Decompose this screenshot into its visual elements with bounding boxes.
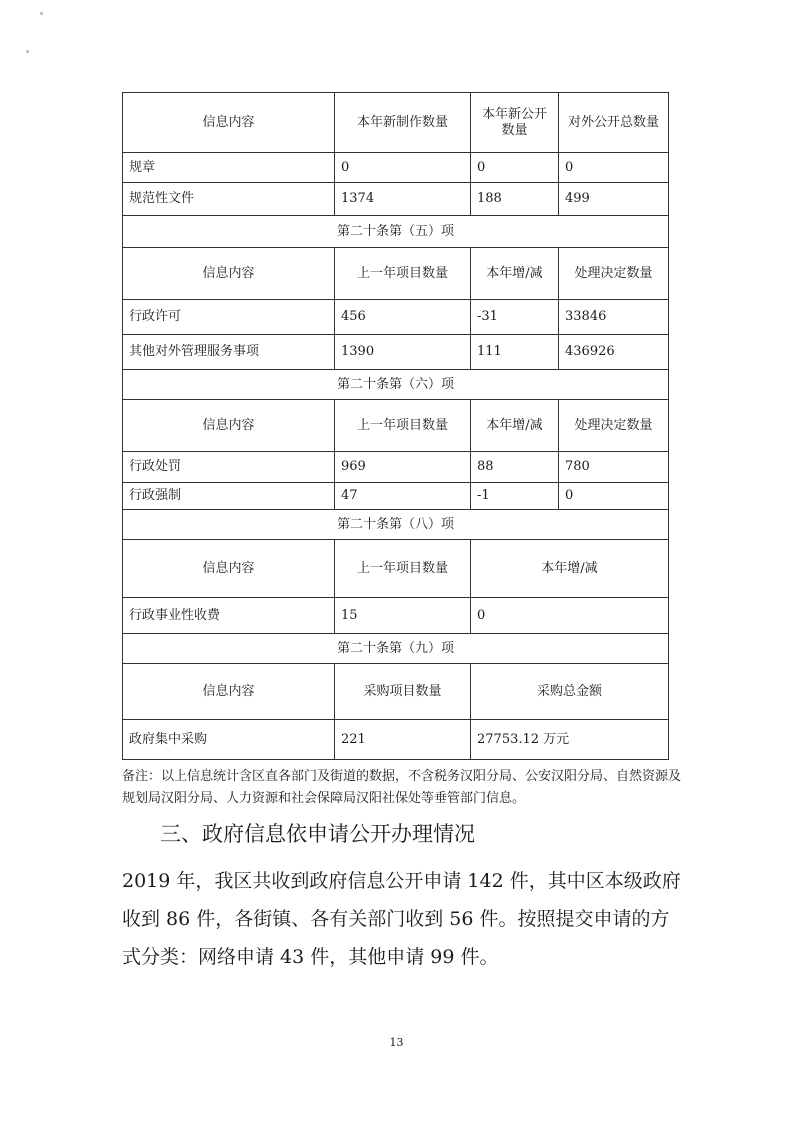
- row-label: 规范性文件: [123, 183, 335, 216]
- section-title: 第二十条第（八）项: [123, 510, 669, 540]
- header-cell: 信息内容: [123, 664, 335, 720]
- cell-value: 88: [471, 452, 559, 483]
- page-number: 13: [389, 1036, 404, 1049]
- header-cell: 采购项目数量: [335, 664, 471, 720]
- header-cell: 处理决定数量: [559, 400, 669, 452]
- table-row: [123, 720, 669, 760]
- table-header-row: [123, 93, 669, 153]
- header-cell: 信息内容: [123, 93, 335, 153]
- cell-value: 111: [471, 335, 559, 370]
- section-title-row: [123, 634, 669, 664]
- cell-value: -31: [471, 300, 559, 335]
- cell-value: 969: [335, 452, 471, 483]
- row-label: 行政事业性收费: [123, 598, 335, 634]
- cell-value: 0: [335, 153, 471, 183]
- cell-value: 456: [335, 300, 471, 335]
- section-title-row: [123, 216, 669, 248]
- section-title: 第二十条第（六）项: [123, 370, 669, 400]
- scan-speck: [40, 12, 43, 15]
- header-cell: 信息内容: [123, 248, 335, 300]
- body-paragraph: 2019 年，我区共收到政府信息公开申请 142 件，其中区本级政府收到 86 件，各街镇、各有关部门收到 56 件。按照提交申请的方式分类：网络申请 43 件，其他申请 99 件。: [122, 870, 681, 968]
- table-row: [123, 483, 669, 510]
- header-cell: 信息内容: [123, 400, 335, 452]
- cell-value: 33846: [559, 300, 669, 335]
- cell-value: 0: [471, 153, 559, 183]
- row-label: 行政强制: [123, 483, 335, 510]
- header-cell: 本年增/减: [471, 248, 559, 300]
- header-cell: 处理决定数量: [559, 248, 669, 300]
- cell-value: 221: [335, 720, 471, 760]
- cell-value: 15: [335, 598, 471, 634]
- cell-value: 780: [559, 452, 669, 483]
- header-cell: 本年新公开数量: [471, 93, 559, 153]
- cell-value: 1390: [335, 335, 471, 370]
- row-label: 政府集中采购: [123, 720, 335, 760]
- row-label: 行政许可: [123, 300, 335, 335]
- section-heading: 三、政府信息依申请公开办理情况: [160, 822, 475, 846]
- header-cell: 采购总金额: [471, 664, 669, 720]
- cell-value: -1: [471, 483, 559, 510]
- cell-value: 0: [471, 598, 669, 634]
- table-footnote: 备注：以上信息统计含区直各部门及街道的数据，不含税务汉阳分局、公安汉阳分局、自然资源及规划局汉阳分局、人力资源和社会保障局汉阳社保处等垂管部门信息。: [122, 769, 682, 806]
- header-cell: 上一年项目数量: [335, 400, 471, 452]
- row-label: 其他对外管理服务事项: [123, 335, 335, 370]
- cell-value: 188: [471, 183, 559, 216]
- section-title: 第二十条第（九）项: [123, 634, 669, 664]
- table-row: [123, 153, 669, 183]
- scan-speck: [26, 50, 29, 53]
- header-cell: 本年新制作数量: [335, 93, 471, 153]
- table-row: [123, 452, 669, 483]
- table-row: [123, 183, 669, 216]
- info-disclosure-table: [122, 92, 669, 760]
- cell-value: 1374: [335, 183, 471, 216]
- table-header-row: [123, 540, 669, 598]
- header-cell: 本年增/减: [471, 400, 559, 452]
- header-cell: 本年增/减: [471, 540, 669, 598]
- table-row: [123, 335, 669, 370]
- table-row: [123, 300, 669, 335]
- section-title-row: [123, 510, 669, 540]
- cell-value: 436926: [559, 335, 669, 370]
- cell-value: 47: [335, 483, 471, 510]
- table-header-row: [123, 248, 669, 300]
- section-title: 第二十条第（五）项: [123, 216, 669, 248]
- row-label: 规章: [123, 153, 335, 183]
- cell-value: 499: [559, 183, 669, 216]
- header-cell: 信息内容: [123, 540, 335, 598]
- table-header-row: [123, 664, 669, 720]
- section-title-row: [123, 370, 669, 400]
- cell-value: 0: [559, 153, 669, 183]
- header-cell: 上一年项目数量: [335, 248, 471, 300]
- cell-value: 27753.12 万元: [471, 720, 669, 760]
- row-label: 行政处罚: [123, 452, 335, 483]
- cell-value: 0: [559, 483, 669, 510]
- header-cell: 上一年项目数量: [335, 540, 471, 598]
- header-cell: 对外公开总数量: [559, 93, 669, 153]
- table-header-row: [123, 400, 669, 452]
- table-row: [123, 598, 669, 634]
